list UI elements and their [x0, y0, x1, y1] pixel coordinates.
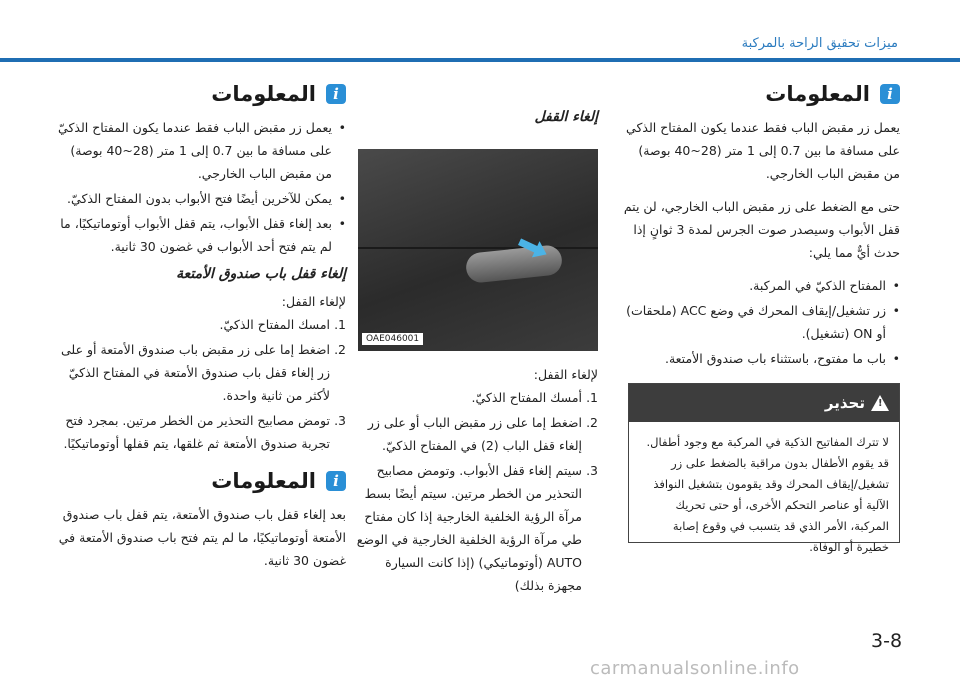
warning-box: [628, 383, 900, 554]
list-item: • باب ما مفتوح، باستثناء باب صندوق الأمتعة.: [622, 347, 886, 370]
list-item: 2. اضغط إما على زر مقبض الباب أو على زر إلغاء قفل الباب (2) في المفتاح الذكيّ.: [367, 415, 598, 453]
warning-header: [629, 384, 899, 422]
list-item: • المفتاح الذكيّ في المركبة.: [622, 274, 886, 297]
warning-triangle-icon: !: [871, 395, 889, 411]
info-icon: i: [880, 84, 900, 104]
list-item: • يعمل زر مقبض الباب فقط عندما يكون المفتاح الذكيّ على مسافة ما بين 0.7 إلى 1 متر (28~40 بوصة) من مقبض الباب الخارجي.: [58, 116, 332, 185]
header-rule: [0, 58, 960, 62]
page-number: 3-8: [871, 630, 903, 652]
list-item: 3. سيتم إلغاء قفل الأبواب. وتومض مصابيح التحذير من الخطر مرتين. سيتم أيضًا بسط مرآة الرؤية الخلفية الخارجية إذا كان مفتاح طي مرآة الرؤية الخلفية الخارجية في الوضع AUTO (أوتوماتيكي) (إذا كانت السيارة مجهزة بذلك): [356, 463, 598, 593]
info-list: [58, 116, 346, 258]
steps-list: [58, 313, 346, 455]
list-item: 1. امسك المفتاح الذكيّ.: [219, 317, 346, 332]
info-icon: i: [326, 84, 346, 104]
door-handle: [465, 244, 564, 284]
warning-text: لا تترك المفاتيح الذكية في المركبة مع وجود أطفال. قد يقوم الأطفال بدون مراقبة بالضغط على زر تشغيل/إيقاف المحرك وقد يقومون بتشغيل النوافذ الآلية أو عناصر التحكم الأخرى، أو حتى تحريك المركبة، الأمر الذي قد يتسبب في وقوع إصابة خطيرة أو الوفاة.: [646, 435, 889, 554]
info-title: المعلومات: [765, 82, 870, 106]
image-code: OAE046001: [362, 333, 423, 345]
steps-lead: لإلغاء القفل:: [281, 294, 346, 309]
list-item: 2. اضغط إما على زر مقبض باب صندوق الأمتعة أو على زر إلغاء قفل باب صندوق الأمتعة في المفتاح الذكيّ لأكثر من ثانية واحدة.: [61, 342, 346, 403]
info-paragraph: حتى مع الضغط على زر مقبض الباب الخارجي، لن يتم قفل الأبواب وسيصدر صوت الجرس لمدة 3 ثوانٍ إذا حدث أيٌّ مما يلي:: [623, 199, 900, 260]
info-heading: [58, 82, 346, 106]
info-title: المعلومات: [211, 469, 316, 493]
watermark: carmanualsonline.info: [590, 658, 800, 679]
list-item: • يمكن للآخرين أيضًا فتح الأبواب بدون المفتاح الذكيّ.: [58, 187, 332, 210]
info-heading: [58, 469, 346, 493]
right-column: [622, 82, 900, 378]
list-item: 1. أمسك المفتاح الذكيّ.: [471, 390, 598, 405]
middle-column: [350, 103, 598, 599]
info-icon: i: [326, 471, 346, 491]
steps-list: [350, 386, 598, 597]
info-title: المعلومات: [211, 82, 316, 106]
list-item: • زر تشغيل/إيقاف المحرك في وضع ACC (ملحقات) أو ON (تشغيل).: [622, 299, 886, 345]
condition-list: [622, 274, 900, 370]
page-header-title: ميزات تحقيق الراحة بالمركبة: [741, 36, 898, 51]
list-item: 3. تومض مصابيح التحذير من الخطر مرتين. بمجرد فتح تجربة صندوق الأمتعة ثم غلقها، يتم قفلها أوتوماتيكيًا.: [63, 413, 346, 451]
info-paragraph: يعمل زر مقبض الباب فقط عندما يكون المفتاح الذكي على مسافة ما بين 0.7 إلى 1 متر (28~40 بوصة) من مقبض الباب الخارجي.: [626, 120, 900, 181]
list-item: • بعد إلغاء قفل الأبواب، يتم قفل الأبواب أوتوماتيكيًا، ما لم يتم فتح أحد الأبواب في غضون 30 ثانية.: [58, 212, 332, 258]
section-title: إلغاء القفل: [534, 109, 598, 125]
info-paragraph: بعد إلغاء قفل باب صندوق الأمتعة، يتم قفل باب صندوق الأمتعة أوتوماتيكيًا، ما لم يتم فتح باب صندوق الأمتعة في غضون 30 ثانية.: [58, 507, 346, 568]
warning-label: تحذير: [824, 394, 865, 412]
info-heading: [622, 82, 900, 106]
steps-lead: لإلغاء القفل:: [533, 367, 598, 382]
left-column: [58, 82, 346, 582]
section-title: إلغاء قفل باب صندوق الأمتعة: [176, 266, 346, 282]
door-seam: [358, 247, 598, 249]
door-handle-illustration: [358, 149, 598, 351]
